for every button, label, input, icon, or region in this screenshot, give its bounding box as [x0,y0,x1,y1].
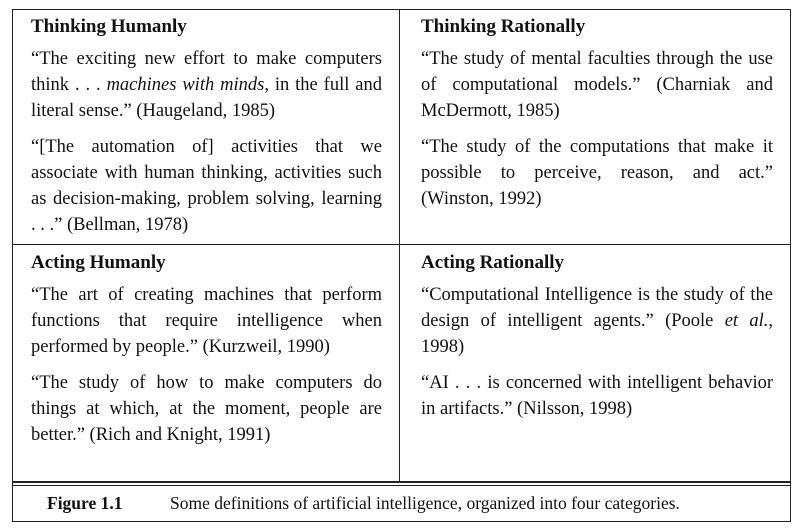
figure-caption [12,488,791,518]
caption-label: Figure 1.1 [47,493,123,513]
quote-text: “The exciting new effort to make computers think . . . [31,49,382,95]
quote-text: , in the full and literal sense.” (Haugeland, 1985) [31,75,382,121]
cell-heading: Thinking Rationally [421,16,586,37]
quote-emphasis: machines with minds [106,75,265,95]
definition-quote: “The study of the computations that make it possible to perceive, reason, and act.” (Winston, 1992) [421,137,773,209]
definition-quote: “[The automation of] activities that we associate with human thinking, activities such as decision-making, problem solving, learning . . .” (Bellman, 1978) [31,137,382,235]
definition-quote: “The study of mental faculties through the use of computational models.” (Charniak and McDermott, 1985) [421,49,773,121]
definition-quote: “The art of creating machines that perform functions that require intelligence when performed by people.” (Kurzweil, 1990) [31,285,382,357]
cell-acting-humanly [31,250,382,448]
row-divider [12,244,791,245]
cell-acting-rationally [421,250,773,422]
definition-quote: “The study of how to make computers do things at which, at the moment, people are better.” (Rich and Knight, 1991) [31,373,382,445]
definition-quote [421,282,773,360]
table-bottom-rule [12,481,791,483]
caption-text: Some definitions of artificial intelligence, organized into four categories. [170,493,680,513]
quote-emphasis: et al. [724,311,769,331]
definition-quote [31,46,382,124]
quote-text: “Computational Intelligence is the study of the design of intelligent agents.” (Poole [421,285,773,331]
definition-quote: “AI . . . is concerned with intelligent behavior in artifacts.” (Nilsson, 1998) [421,373,773,419]
cell-heading: Acting Humanly [31,252,166,273]
column-divider [399,9,400,481]
cell-heading: Thinking Humanly [31,16,187,37]
cell-thinking-humanly [31,14,382,238]
caption-top-rule [12,485,791,486]
quote-text: , 1998) [421,311,773,357]
cell-heading: Acting Rationally [421,252,565,273]
cell-thinking-rationally [421,14,773,212]
